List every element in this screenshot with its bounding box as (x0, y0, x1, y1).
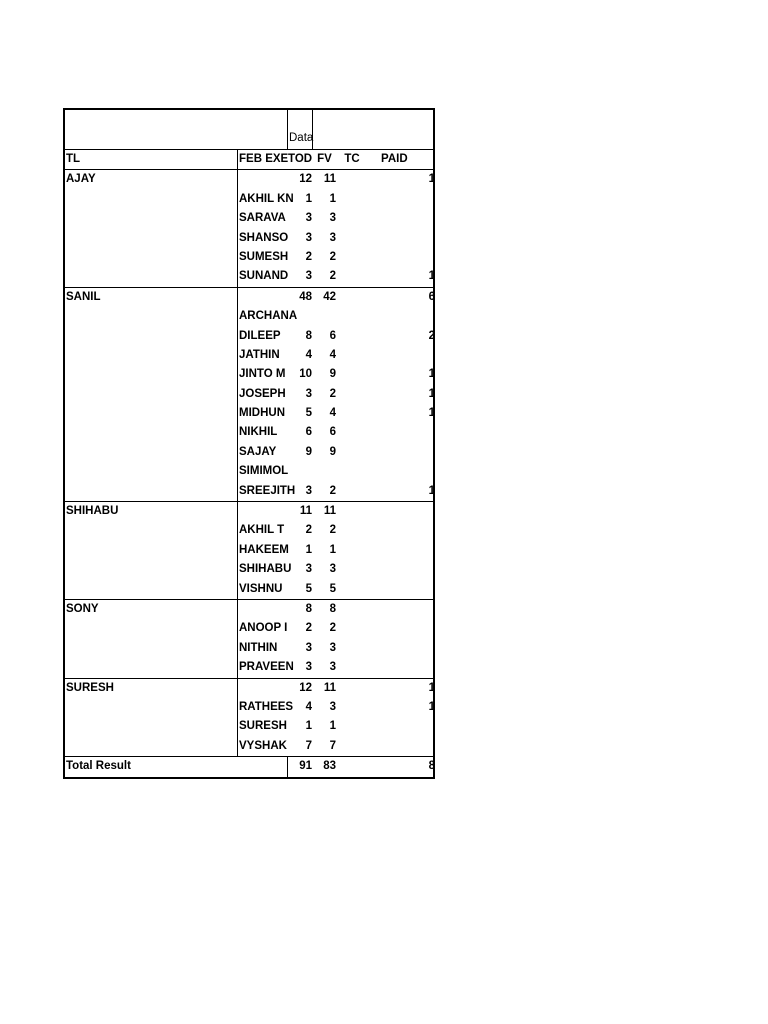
cell-fv: 8 (329, 602, 336, 615)
cell-fv: 9 (329, 445, 336, 458)
cell-tl: AJAY (66, 173, 96, 186)
cell-exec (237, 170, 287, 189)
cell-tod: 6 (305, 426, 312, 439)
table-row (65, 267, 433, 286)
group-row (65, 501, 433, 521)
total-tod: 91 (287, 757, 313, 776)
cell-exec: VYSHAK (237, 737, 287, 756)
cell-exec: SHANSO (237, 229, 287, 248)
table-row (65, 619, 433, 638)
group-row (65, 169, 433, 189)
cell-paid (367, 737, 435, 756)
cell-tc (337, 502, 367, 521)
cell-tc (337, 229, 367, 248)
cell-tc (337, 482, 367, 501)
cell-tc (337, 423, 367, 442)
cell-exec (237, 502, 287, 521)
cell-paid (367, 658, 435, 677)
cell-tl (65, 209, 237, 228)
cell-fv: 3 (329, 563, 336, 576)
cell-paid (367, 307, 435, 326)
total-label: Total Result (66, 760, 131, 773)
table-row (65, 580, 433, 599)
table-row (65, 385, 433, 404)
cell-exec: JINTO M (237, 365, 287, 384)
cell-paid: 1 (428, 387, 435, 400)
total-paid: 8 (428, 760, 435, 773)
cell-tl (65, 737, 237, 756)
cell-tl (65, 541, 237, 560)
cell-tl (65, 443, 237, 462)
cell-exec: PRAVEEN (237, 658, 287, 677)
header-tod: TOD (288, 153, 313, 165)
table-row (65, 209, 433, 228)
cell-paid (367, 580, 435, 599)
cell-fv: 3 (329, 212, 336, 225)
cell-paid: 1 (428, 700, 435, 713)
cell-tod: 12 (299, 173, 312, 186)
cell-exec: SAJAY (237, 443, 287, 462)
table-body (65, 169, 433, 756)
cell-fv: 4 (329, 348, 336, 361)
data-header-row (65, 110, 433, 149)
cell-exec: ARCHANA (237, 307, 287, 326)
table-row (65, 443, 433, 462)
table-row (65, 717, 433, 736)
cell-tc (337, 385, 367, 404)
cell-tod: 3 (305, 231, 312, 244)
cell-tl (65, 521, 237, 540)
cell-exec: SURESH (237, 717, 287, 736)
cell-fv: 1 (329, 543, 336, 556)
cell-tl (65, 229, 237, 248)
cell-tc (337, 346, 367, 365)
cell-tod: 2 (305, 250, 312, 263)
cell-tc (337, 619, 367, 638)
total-row (65, 756, 433, 776)
cell-tod: 3 (305, 641, 312, 654)
cell-tc (337, 679, 367, 698)
cell-tl (65, 365, 237, 384)
cell-tod: 1 (305, 192, 312, 205)
cell-paid (367, 443, 435, 462)
cell-exec: SHIHABU (237, 560, 287, 579)
cell-paid (367, 619, 435, 638)
table-row (65, 658, 433, 677)
cell-paid (367, 502, 435, 521)
cell-tc (337, 580, 367, 599)
header-exec: FEB EXE (237, 150, 287, 169)
table-row (65, 307, 433, 326)
cell-exec: VISHNU (237, 580, 287, 599)
cell-tl (65, 619, 237, 638)
cell-tc (337, 521, 367, 540)
cell-exec: MIDHUN (237, 404, 287, 423)
table-row (65, 423, 433, 442)
cell-tl (65, 560, 237, 579)
cell-exec (237, 288, 287, 307)
cell-fv: 2 (329, 524, 336, 537)
cell-tc (337, 190, 367, 209)
pivot-table (63, 108, 435, 779)
cell-tl: SONY (66, 602, 99, 615)
cell-paid: 1 (428, 173, 435, 186)
group-row (65, 678, 433, 698)
cell-tod: 1 (305, 543, 312, 556)
cell-tl (65, 346, 237, 365)
cell-fv: 11 (323, 681, 336, 694)
table-row (65, 482, 433, 501)
cell-tl (65, 462, 237, 481)
cell-tc (337, 365, 367, 384)
table-row (65, 327, 433, 346)
cell-fv: 3 (329, 700, 336, 713)
cell-tc (337, 698, 367, 717)
cell-fv: 11 (323, 173, 336, 186)
cell-tod: 1 (305, 720, 312, 733)
cell-exec: ANOOP I (237, 619, 287, 638)
table-row (65, 229, 433, 248)
cell-exec: SREEJITH (237, 482, 287, 501)
data-label: Data (289, 132, 314, 144)
cell-paid (367, 423, 435, 442)
cell-tc (337, 404, 367, 423)
table-row (65, 248, 433, 267)
cell-fv: 42 (323, 290, 336, 303)
cell-exec: SUNAND (237, 267, 287, 286)
cell-tc (337, 307, 367, 326)
cell-tod: 9 (305, 445, 312, 458)
cell-exec (237, 600, 287, 619)
header-fv: FV (317, 153, 332, 165)
cell-fv: 3 (329, 661, 336, 674)
cell-tc (337, 639, 367, 658)
cell-paid (367, 541, 435, 560)
cell-tl (65, 248, 237, 267)
cell-tc (337, 288, 367, 307)
cell-tod: 12 (299, 681, 312, 694)
cell-paid: 1 (428, 484, 435, 497)
table-row (65, 639, 433, 658)
cell-tod: 5 (305, 407, 312, 420)
cell-tod: 3 (305, 212, 312, 225)
cell-paid: 2 (428, 329, 435, 342)
cell-fv (313, 462, 337, 481)
cell-paid: 1 (428, 407, 435, 420)
cell-tod: 3 (305, 270, 312, 283)
total-tc (337, 757, 367, 776)
cell-paid (367, 639, 435, 658)
cell-tl (65, 482, 237, 501)
cell-tl: SANIL (66, 290, 101, 303)
table-row (65, 346, 433, 365)
cell-exec: JOSEPH (237, 385, 287, 404)
cell-paid (367, 190, 435, 209)
cell-paid (367, 717, 435, 736)
cell-exec: HAKEEM (237, 541, 287, 560)
total-fv: 83 (323, 760, 336, 773)
cell-tod: 8 (305, 602, 312, 615)
cell-tl (65, 580, 237, 599)
cell-tl: SHIHABU (66, 505, 119, 518)
table-row (65, 521, 433, 540)
cell-exec: SUMESH (237, 248, 287, 267)
cell-tc (337, 443, 367, 462)
cell-fv: 2 (329, 250, 336, 263)
cell-paid (367, 229, 435, 248)
cell-tc (337, 737, 367, 756)
cell-fv: 2 (329, 387, 336, 400)
cell-tl (65, 267, 237, 286)
cell-exec: AKHIL T (237, 521, 287, 540)
cell-fv: 1 (329, 720, 336, 733)
cell-tc (337, 717, 367, 736)
cell-tl (65, 639, 237, 658)
column-header-row (65, 149, 433, 169)
cell-tod: 11 (299, 505, 312, 518)
cell-fv: 2 (329, 622, 336, 635)
cell-tl (65, 404, 237, 423)
cell-tod: 3 (305, 563, 312, 576)
header-tl: TL (66, 153, 81, 165)
table-row (65, 365, 433, 384)
cell-tc (337, 248, 367, 267)
cell-tc (337, 462, 367, 481)
cell-paid: 6 (428, 290, 435, 303)
cell-exec: DILEEP (237, 327, 287, 346)
cell-fv: 3 (329, 231, 336, 244)
cell-tod: 10 (299, 368, 312, 381)
cell-paid (367, 600, 435, 619)
cell-paid (367, 248, 435, 267)
cell-exec: AKHIL KN (237, 190, 287, 209)
table-row (65, 560, 433, 579)
cell-tc (337, 560, 367, 579)
cell-paid (367, 346, 435, 365)
cell-fv: 2 (329, 270, 336, 283)
cell-fv: 7 (329, 739, 336, 752)
cell-fv: 2 (329, 484, 336, 497)
cell-fv: 4 (329, 407, 336, 420)
cell-tod: 4 (305, 348, 312, 361)
cell-tl (65, 717, 237, 736)
cell-tod (287, 307, 313, 326)
table-row (65, 737, 433, 756)
cell-tod: 48 (299, 290, 312, 303)
cell-exec: RATHEES (237, 698, 287, 717)
cell-fv (313, 307, 337, 326)
cell-tod: 5 (305, 582, 312, 595)
table-row (65, 698, 433, 717)
cell-tod: 3 (305, 661, 312, 674)
cell-tc (337, 209, 367, 228)
cell-tod: 3 (305, 484, 312, 497)
table-row (65, 541, 433, 560)
cell-tod: 3 (305, 387, 312, 400)
cell-tl (65, 190, 237, 209)
group-row (65, 599, 433, 619)
cell-paid: 1 (428, 270, 435, 283)
table-row (65, 462, 433, 481)
cell-tl (65, 658, 237, 677)
header-tc: TC (344, 153, 360, 165)
cell-paid (367, 462, 435, 481)
cell-tc (337, 541, 367, 560)
cell-paid (367, 560, 435, 579)
cell-fv: 11 (323, 505, 336, 518)
cell-paid (367, 209, 435, 228)
cell-fv: 9 (329, 368, 336, 381)
cell-fv: 3 (329, 641, 336, 654)
cell-fv: 5 (329, 582, 336, 595)
cell-tl (65, 385, 237, 404)
cell-fv: 6 (329, 426, 336, 439)
table-row (65, 190, 433, 209)
cell-paid: 1 (428, 681, 435, 694)
cell-exec: SIMIMOL (237, 462, 287, 481)
cell-exec: JATHIN (237, 346, 287, 365)
cell-tl (65, 327, 237, 346)
cell-paid: 1 (428, 368, 435, 381)
cell-exec (237, 679, 287, 698)
group-row (65, 287, 433, 307)
cell-exec: NIKHIL (237, 423, 287, 442)
cell-tc (337, 600, 367, 619)
cell-tod (287, 462, 313, 481)
cell-tl (65, 698, 237, 717)
cell-tod: 2 (305, 622, 312, 635)
cell-exec: SARAVA (237, 209, 287, 228)
cell-tc (337, 267, 367, 286)
cell-tc (337, 327, 367, 346)
cell-tc (337, 658, 367, 677)
table-row (65, 404, 433, 423)
cell-tod: 4 (305, 700, 312, 713)
cell-tl (65, 307, 237, 326)
cell-tod: 7 (305, 739, 312, 752)
cell-exec: NITHIN (237, 639, 287, 658)
cell-tl (65, 423, 237, 442)
cell-tod: 2 (305, 524, 312, 537)
cell-paid (367, 521, 435, 540)
cell-tl: SURESH (66, 681, 114, 694)
header-paid: PAID (381, 153, 408, 165)
cell-tod: 8 (305, 329, 312, 342)
cell-fv: 1 (329, 192, 336, 205)
cell-tc (337, 170, 367, 189)
cell-fv: 6 (329, 329, 336, 342)
